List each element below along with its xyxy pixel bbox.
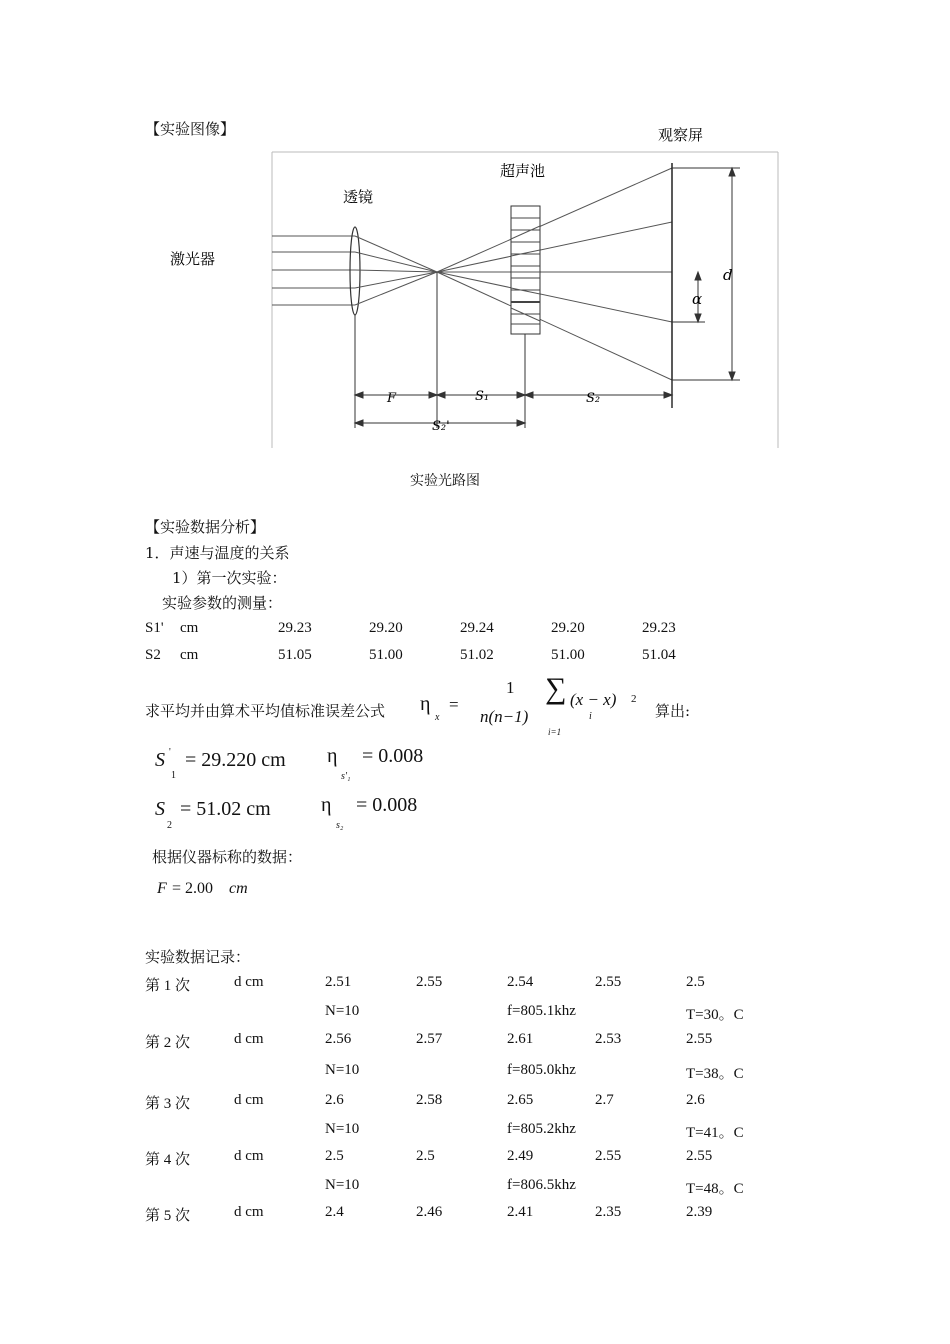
lens-label: 透镜 bbox=[343, 188, 374, 206]
result-s2-eta-sub: s₂ bbox=[336, 820, 344, 831]
formula-eta: η bbox=[420, 693, 431, 715]
trial-d-value: 2.5 bbox=[686, 974, 705, 990]
horizontal-dimensions bbox=[355, 380, 672, 408]
trial-d-value: 2.4 bbox=[325, 1204, 344, 1220]
trial-frequency: f=805.2khz bbox=[507, 1121, 576, 1137]
formula-prefix: 求平均并由算术平均值标准误差公式 bbox=[145, 702, 386, 720]
trial-d-value: 2.65 bbox=[507, 1092, 534, 1108]
formula-term-sub: i bbox=[589, 711, 592, 722]
trial-unit: d cm bbox=[234, 974, 264, 990]
trial-d-value: 2.49 bbox=[507, 1148, 534, 1164]
lens-shape bbox=[350, 227, 360, 315]
trial-label: 第 3 次 bbox=[145, 1096, 191, 1112]
formula-sum: ∑ bbox=[545, 672, 567, 705]
laser-rays bbox=[272, 236, 355, 305]
diagram-caption: 实验光路图 bbox=[410, 473, 480, 489]
trial-temperature: T=41。C bbox=[686, 1125, 744, 1141]
instrument-note: 根据仪器标称的数据： bbox=[152, 848, 303, 866]
result-s1-sub: 1 bbox=[171, 770, 176, 781]
label-d: d bbox=[723, 266, 733, 284]
optical-path-diagram bbox=[150, 118, 800, 463]
formula-eta-sub: x bbox=[435, 712, 440, 723]
param-value: 29.23 bbox=[642, 620, 676, 636]
trial-unit: d cm bbox=[234, 1204, 264, 1220]
trial-d-value: 2.7 bbox=[595, 1092, 614, 1108]
param-title: 实验参数的测量： bbox=[162, 594, 283, 612]
result-s1-value: = 29.220 cm bbox=[185, 749, 286, 771]
param-unit: cm bbox=[180, 620, 199, 636]
result-s1-eta-sub: s'₁ bbox=[341, 771, 351, 782]
records-title: 实验数据记录： bbox=[145, 948, 251, 966]
trial-N: N=10 bbox=[325, 1003, 360, 1019]
label-S2-prime: S₂' bbox=[432, 419, 450, 434]
formula-equals: = bbox=[449, 695, 459, 714]
trial-frequency: f=805.1khz bbox=[507, 1003, 576, 1019]
converging-rays bbox=[355, 236, 437, 305]
trial-d-value: 2.6 bbox=[686, 1092, 705, 1108]
formula-power: 2 bbox=[631, 693, 637, 705]
section-heading-image: 【实验图像】 bbox=[145, 120, 236, 138]
trial-d-value: 2.55 bbox=[686, 1148, 713, 1164]
result-s2-eta-value: = 0.008 bbox=[356, 794, 418, 816]
trial-temperature: T=30。C bbox=[686, 1007, 744, 1023]
trial-d-value: 2.55 bbox=[686, 1031, 713, 1047]
trial-frequency: f=805.0khz bbox=[507, 1062, 576, 1078]
result-s2-value: = 51.02 cm bbox=[180, 798, 271, 820]
param-value: 29.20 bbox=[551, 620, 585, 636]
param-value: 29.20 bbox=[369, 620, 403, 636]
trial-temperature: T=38。C bbox=[686, 1066, 744, 1082]
param-value: 51.02 bbox=[460, 647, 494, 663]
trial-N: N=10 bbox=[325, 1177, 360, 1193]
param-value: 51.05 bbox=[278, 647, 312, 663]
formula-sum-lower: i=1 bbox=[548, 727, 562, 737]
trial-unit: d cm bbox=[234, 1092, 264, 1108]
trial-d-value: 2.39 bbox=[686, 1204, 713, 1220]
param-name: S1' bbox=[145, 620, 164, 636]
trial-N: N=10 bbox=[325, 1121, 360, 1137]
param-value: 51.04 bbox=[642, 647, 676, 663]
trial-d-value: 2.6 bbox=[325, 1092, 344, 1108]
trial-d-value: 2.35 bbox=[595, 1204, 622, 1220]
param-unit: cm bbox=[180, 647, 199, 663]
result-s2-sub: 2 bbox=[167, 820, 172, 831]
focal-value: = 2.00 bbox=[172, 880, 214, 897]
param-name: S2 bbox=[145, 647, 161, 663]
diffracted-rays bbox=[437, 168, 672, 380]
focal-symbol: F bbox=[157, 880, 167, 897]
trial-unit: d cm bbox=[234, 1148, 264, 1164]
trial-label: 第 4 次 bbox=[145, 1152, 191, 1168]
result-s1-eta-value: = 0.008 bbox=[362, 745, 424, 767]
label-S2: S₂ bbox=[586, 391, 601, 406]
focal-unit: cm bbox=[229, 880, 248, 897]
result-s1-eta: η bbox=[327, 745, 338, 767]
param-value: 51.00 bbox=[551, 647, 585, 663]
trial-d-value: 2.55 bbox=[416, 974, 443, 990]
trial-label: 第 5 次 bbox=[145, 1208, 191, 1224]
result-s2-eta: η bbox=[321, 794, 332, 816]
screen-label: 观察屏 bbox=[658, 126, 704, 144]
tank-label: 超声池 bbox=[500, 162, 546, 180]
trial-d-value: 2.58 bbox=[416, 1092, 443, 1108]
result-s2-symbol: S bbox=[155, 798, 165, 820]
param-value: 51.00 bbox=[369, 647, 403, 663]
label-F: F bbox=[387, 391, 397, 406]
trial-d-value: 2.55 bbox=[595, 1148, 622, 1164]
section-heading-analysis: 【实验数据分析】 bbox=[145, 518, 266, 536]
param-value: 29.24 bbox=[460, 620, 494, 636]
trial-d-value: 2.55 bbox=[595, 974, 622, 990]
label-a: α bbox=[692, 290, 703, 308]
result-s1-symbol: S bbox=[155, 749, 165, 771]
param-value: 29.23 bbox=[278, 620, 312, 636]
trial-unit: d cm bbox=[234, 1031, 264, 1047]
formula-term: (x − x) bbox=[570, 690, 617, 709]
trial-frequency: f=806.5khz bbox=[507, 1177, 576, 1193]
trial-d-value: 2.41 bbox=[507, 1204, 534, 1220]
trial-d-value: 2.54 bbox=[507, 974, 534, 990]
trial-d-value: 2.57 bbox=[416, 1031, 443, 1047]
trial-d-value: 2.51 bbox=[325, 974, 352, 990]
trial-label: 第 1 次 bbox=[145, 978, 191, 994]
formula-numerator: 1 bbox=[506, 678, 515, 697]
trial-d-value: 2.5 bbox=[416, 1148, 435, 1164]
result-s1-prime: ' bbox=[169, 747, 171, 758]
trial-label: 第 2 次 bbox=[145, 1035, 191, 1051]
item-1-title: 1．声速与温度的关系 bbox=[145, 544, 290, 562]
label-S1: S₁ bbox=[475, 389, 490, 404]
trial-d-value: 2.56 bbox=[325, 1031, 352, 1047]
laser-label: 激光器 bbox=[170, 250, 216, 268]
trial-d-value: 2.46 bbox=[416, 1204, 443, 1220]
formula-suffix: 算出: bbox=[655, 702, 691, 720]
sub-item-1: 1）第一次实验： bbox=[172, 569, 287, 587]
formula-denominator: n(n−1) bbox=[480, 707, 529, 726]
trial-temperature: T=48。C bbox=[686, 1181, 744, 1197]
trial-d-value: 2.61 bbox=[507, 1031, 534, 1047]
trial-N: N=10 bbox=[325, 1062, 360, 1078]
trial-d-value: 2.5 bbox=[325, 1148, 344, 1164]
trial-d-value: 2.53 bbox=[595, 1031, 622, 1047]
